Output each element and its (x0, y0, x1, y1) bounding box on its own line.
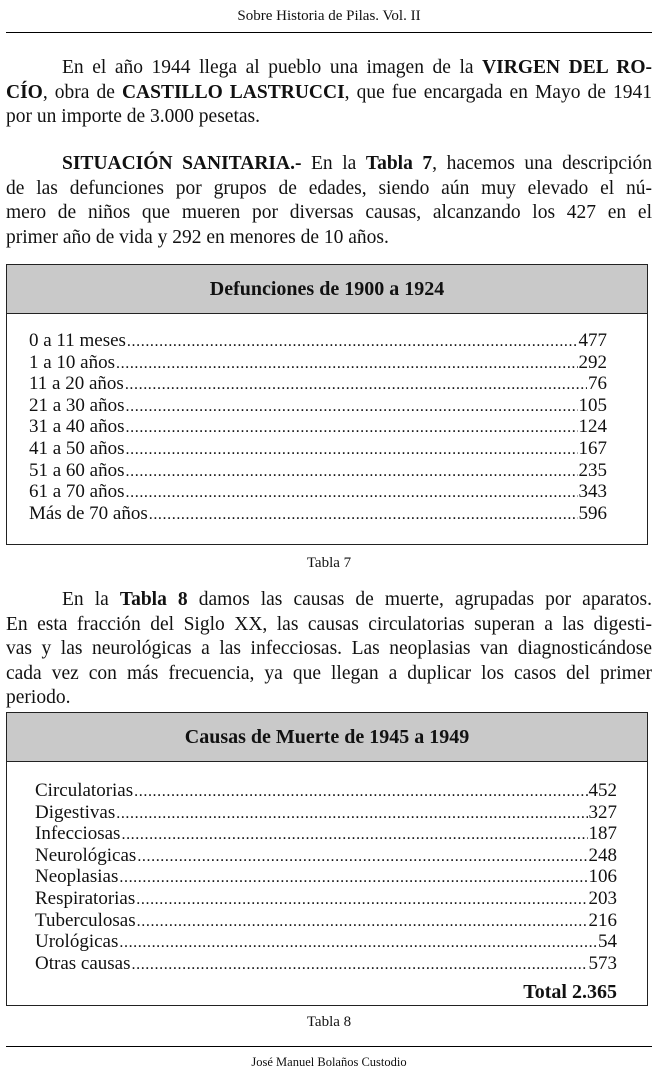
para1-line2 (6, 81, 652, 106)
text: damos las causas de muerte, agrupadas por aparatos. (187, 589, 653, 610)
leader-dots (119, 866, 587, 889)
leader-dots (149, 503, 578, 526)
table-row (29, 481, 607, 503)
leader-dots (119, 931, 597, 954)
row-value: 76 (588, 373, 607, 395)
row-label: 1 a 10 años (29, 351, 116, 373)
table-row (29, 352, 607, 374)
leader-dots (121, 823, 587, 846)
row-label: Otras causas (35, 952, 131, 974)
text: En la (62, 589, 120, 610)
table-row (35, 802, 617, 824)
bold-text: Tabla 8 (119, 589, 188, 610)
row-value: 124 (578, 416, 607, 438)
table-row (29, 503, 607, 525)
table-row (29, 416, 607, 438)
leader-dots (126, 481, 578, 504)
leader-dots (126, 438, 578, 461)
bold-text: SITUACIÓN SANITARIA.- (62, 153, 302, 174)
bold-text: VIRGEN DEL RO- (482, 57, 652, 78)
para3-line2: En esta fracción del Siglo XX, las causas circulatorias superan a las digesti- (6, 613, 652, 635)
leader-dots (125, 373, 587, 396)
row-value: 343 (578, 481, 607, 503)
row-value: 292 (578, 351, 607, 373)
header-rule (6, 32, 652, 33)
para1-line1 (6, 56, 652, 81)
text: En el año 1944 llega al pueblo una imagen de la (62, 57, 483, 78)
row-value: 596 (578, 502, 607, 524)
table-row (35, 931, 617, 953)
row-label: 61 a 70 años (29, 481, 125, 503)
row-value: 452 (588, 780, 617, 801)
row-label: Tuberculosas (35, 909, 136, 931)
table-8-title: Causas de Muerte de 1945 a 1949 (7, 713, 647, 762)
row-value: 573 (588, 952, 617, 974)
row-value: 477 (578, 330, 607, 351)
bold-text: Tabla 7 (365, 153, 433, 174)
row-value: 216 (588, 909, 617, 931)
leader-dots (134, 780, 587, 803)
leader-dots (116, 352, 577, 375)
paragraph-situacion-sanitaria (6, 152, 652, 250)
table-row (35, 953, 617, 975)
row-label: 21 a 30 años (29, 394, 125, 416)
row-value: 54 (598, 931, 617, 953)
row-value: 235 (578, 459, 607, 481)
row-label: Circulatorias (35, 780, 134, 801)
row-label: 0 a 11 meses (29, 330, 126, 351)
row-value: 187 (588, 823, 617, 845)
table-8-caption: Tabla 8 (306, 1014, 352, 1030)
text: , obra de (42, 81, 122, 103)
leader-dots (126, 416, 578, 439)
leader-dots (116, 802, 587, 825)
table-row (35, 780, 617, 802)
para2-line4: primer año de vida y 292 en menores de 10 años. (6, 226, 389, 248)
row-label: Digestivas (35, 801, 116, 823)
row-label: 51 a 60 años (29, 459, 125, 481)
row-label: Infecciosas (35, 823, 121, 845)
table-row (35, 866, 617, 888)
para3-line4: cada vez con más frecuencia, ya que llegan a duplicar los casos del primer (6, 662, 652, 684)
row-label: Respiratorias (35, 887, 136, 909)
table-row (29, 395, 607, 417)
table-row (29, 330, 607, 352)
row-label: 41 a 50 años (29, 437, 125, 459)
bold-text: CÍO (6, 81, 43, 103)
table-row (35, 845, 617, 867)
para3-line1 (6, 588, 652, 613)
table-row (35, 888, 617, 910)
para2-line2: de las defunciones por grupos de edades, siendo aún muy elevado el nú- (6, 177, 652, 199)
table-8-total: Total 2.365 (523, 981, 617, 1004)
row-value: 248 (588, 844, 617, 866)
leader-dots (126, 460, 578, 483)
para3-line5: periodo. (6, 687, 71, 708)
footer-author: José Manuel Bolaños Custodio (251, 1055, 407, 1069)
row-label: 31 a 40 años (29, 416, 125, 438)
leader-dots (126, 395, 578, 418)
footer-rule (6, 1046, 652, 1047)
paragraph-virgen (6, 56, 652, 130)
table-8 (6, 712, 648, 1006)
row-value: 106 (588, 866, 617, 888)
table-row (35, 823, 617, 845)
para2-line1 (6, 152, 652, 177)
row-label: Más de 70 años (29, 502, 148, 524)
row-value: 105 (578, 394, 607, 416)
table-7-caption: Tabla 7 (306, 555, 352, 571)
text: En la (301, 153, 366, 174)
leader-dots (132, 953, 588, 976)
row-label: 11 a 20 años (29, 373, 124, 395)
para1-line3: por un importe de 3.000 pesetas. (6, 106, 260, 127)
leader-dots (137, 845, 587, 868)
table-row (29, 438, 607, 460)
row-value: 203 (588, 887, 617, 909)
text: , que fue encargada en Mayo de 1941 (344, 81, 652, 103)
table-7-title: Defunciones de 1900 a 1924 (7, 265, 647, 314)
table-row (35, 910, 617, 932)
table-row (29, 460, 607, 482)
table-7-rows (7, 314, 647, 530)
row-label: Neoplasias (35, 866, 119, 888)
leader-dots (137, 910, 588, 933)
table-7 (6, 264, 648, 545)
paragraph-causas (6, 588, 652, 711)
para2-line3: mero de niños que mueren por diversas causas, alcanzando los 427 en el (6, 202, 652, 223)
row-label: Urológicas (35, 931, 119, 953)
para3-line3: vas y las neurológicas a las infecciosas. Las neoplasias van diagnosticándose (6, 638, 652, 659)
row-label: Neurológicas (35, 844, 137, 866)
leader-dots (136, 888, 587, 911)
bold-text: CASTILLO LASTRUCCI (121, 81, 345, 103)
text: , hacemos una descripción (432, 153, 652, 174)
row-value: 167 (578, 437, 607, 459)
table-row (29, 373, 607, 395)
leader-dots (127, 330, 578, 353)
running-header: Sobre Historia de Pilas. Vol. II (237, 8, 421, 24)
table-8-rows (7, 762, 647, 980)
row-value: 327 (588, 801, 617, 823)
